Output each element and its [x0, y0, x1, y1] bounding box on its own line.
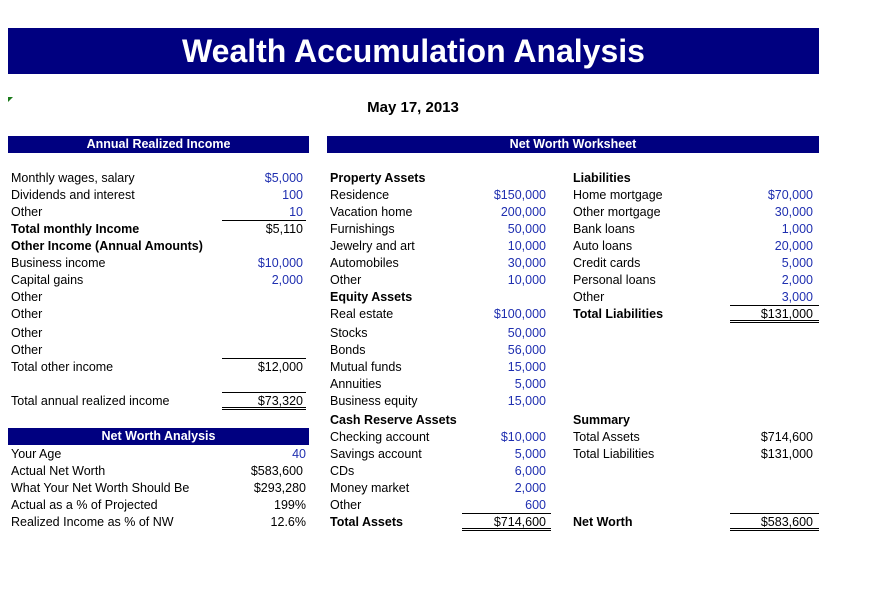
cash-reserve-title — [330, 412, 546, 429]
asset-label: Savings account — [330, 447, 422, 461]
asset-row[interactable] — [330, 376, 546, 393]
income-label: Other — [11, 343, 43, 357]
income-header: Annual Realized Income — [8, 136, 309, 153]
liability-row[interactable] — [573, 272, 813, 289]
analysis-header: Net Worth Analysis — [8, 428, 309, 445]
asset-value[interactable]: 6,000 — [514, 464, 546, 478]
total-assets-value: $714,600 — [493, 515, 546, 529]
asset-value[interactable]: $10,000 — [500, 430, 546, 444]
asset-label: Other — [330, 498, 362, 512]
liability-row[interactable] — [573, 221, 813, 238]
asset-value[interactable]: 50,000 — [507, 326, 546, 340]
property-assets-title — [330, 170, 546, 187]
analysis-label: Actual as a % of Projected — [11, 498, 158, 512]
asset-value[interactable]: 30,000 — [507, 256, 546, 270]
analysis-label: Realized Income as % of NW — [11, 515, 174, 529]
section-title: Summary — [573, 413, 630, 427]
summary-value: $714,600 — [760, 430, 813, 444]
asset-label: Furnishings — [330, 222, 395, 236]
income-row[interactable] — [11, 170, 303, 187]
asset-value[interactable]: 15,000 — [507, 394, 546, 408]
liability-row[interactable] — [573, 289, 813, 306]
income-label: Other Income (Annual Amounts) — [11, 239, 203, 253]
asset-row[interactable] — [330, 306, 546, 323]
income-row[interactable] — [11, 272, 303, 289]
analysis-value: $583,600 — [250, 464, 303, 478]
income-row[interactable] — [11, 342, 303, 359]
analysis-row — [11, 480, 306, 497]
analysis-value: 199% — [274, 498, 306, 512]
asset-label: Vacation home — [330, 205, 413, 219]
liability-value[interactable]: 1,000 — [781, 222, 813, 236]
income-grand-total-value: $73,320 — [257, 394, 303, 408]
income-label: Total monthly Income — [11, 222, 140, 236]
asset-label: Real estate — [330, 307, 394, 321]
net-worth-value: $583,600 — [760, 515, 813, 529]
asset-row[interactable] — [330, 463, 546, 480]
asset-row[interactable] — [330, 204, 546, 221]
section-title: Cash Reserve Assets — [330, 413, 457, 427]
asset-label: Money market — [330, 481, 410, 495]
section-title: Property Assets — [330, 171, 426, 185]
income-row[interactable] — [11, 255, 303, 272]
asset-value[interactable]: $150,000 — [493, 188, 546, 202]
income-row[interactable] — [11, 325, 303, 342]
income-label: Other — [11, 290, 43, 304]
asset-value[interactable]: 10,000 — [507, 239, 546, 253]
section-title: Equity Assets — [330, 290, 413, 304]
summary-title — [573, 412, 813, 429]
asset-row[interactable] — [330, 187, 546, 204]
income-value[interactable]: 2,000 — [271, 273, 303, 287]
summary-row — [573, 446, 813, 463]
liability-value[interactable]: $70,000 — [767, 188, 813, 202]
asset-label: Stocks — [330, 326, 368, 340]
section-title: Liabilities — [573, 171, 631, 185]
income-value[interactable]: 100 — [282, 188, 303, 202]
asset-value[interactable]: 5,000 — [514, 377, 546, 391]
income-label: Dividends and interest — [11, 188, 135, 202]
asset-row[interactable] — [330, 359, 546, 376]
asset-row[interactable] — [330, 480, 546, 497]
asset-label: Other — [330, 273, 362, 287]
total-liabilities-label: Total Liabilities — [573, 307, 664, 321]
asset-value[interactable]: 56,000 — [507, 343, 546, 357]
asset-row[interactable] — [330, 221, 546, 238]
asset-label: Bonds — [330, 343, 366, 357]
liability-label: Home mortgage — [573, 188, 663, 202]
report-date: May 17, 2013 — [367, 99, 459, 116]
income-value[interactable]: $5,000 — [264, 171, 303, 185]
income-total-value: $5,110 — [265, 222, 303, 236]
asset-row[interactable] — [330, 446, 546, 463]
analysis-row — [11, 497, 306, 514]
liability-label: Credit cards — [573, 256, 641, 270]
asset-label: Annuities — [330, 377, 382, 391]
income-label: Total other income — [11, 360, 114, 374]
double-rule — [462, 528, 551, 531]
analysis-label: Your Age — [11, 447, 62, 461]
liability-row[interactable] — [573, 255, 813, 272]
income-label: Business income — [11, 256, 106, 270]
liability-row[interactable] — [573, 238, 813, 255]
liability-row[interactable] — [573, 187, 813, 204]
asset-row[interactable] — [330, 325, 546, 342]
asset-row[interactable] — [330, 272, 546, 289]
asset-label: Mutual funds — [330, 360, 402, 374]
income-total-row — [11, 359, 303, 376]
liability-row[interactable] — [573, 204, 813, 221]
income-row[interactable] — [11, 187, 303, 204]
liability-value[interactable]: 30,000 — [774, 205, 813, 219]
asset-row[interactable] — [330, 393, 546, 410]
liabilities-title — [573, 170, 813, 187]
income-total-value: $12,000 — [257, 360, 303, 374]
total-liabilities-value: $131,000 — [760, 307, 813, 321]
asset-label: CDs — [330, 464, 355, 478]
liability-value[interactable]: 2,000 — [781, 273, 813, 287]
asset-row[interactable] — [330, 497, 546, 514]
analysis-value[interactable]: 40 — [292, 447, 306, 461]
asset-row[interactable] — [330, 238, 546, 255]
asset-label: Checking account — [330, 430, 430, 444]
equity-assets-title — [330, 289, 546, 306]
income-label: Capital gains — [11, 273, 84, 287]
asset-value[interactable]: 5,000 — [514, 447, 546, 461]
analysis-row[interactable] — [11, 446, 306, 463]
asset-value[interactable]: 600 — [525, 498, 546, 512]
analysis-label: What Your Net Worth Should Be — [11, 481, 190, 495]
summary-value: $131,000 — [760, 447, 813, 461]
income-total-row — [11, 221, 303, 238]
income-value[interactable]: $10,000 — [257, 256, 303, 270]
income-row[interactable] — [11, 204, 303, 221]
liability-value[interactable]: 5,000 — [781, 256, 813, 270]
income-label: Monthly wages, salary — [11, 171, 135, 185]
liability-label: Bank loans — [573, 222, 635, 236]
double-rule — [730, 320, 819, 323]
asset-value[interactable]: $100,000 — [493, 307, 546, 321]
asset-label: Business equity — [330, 394, 418, 408]
asset-value[interactable]: 15,000 — [507, 360, 546, 374]
liability-label: Other mortgage — [573, 205, 661, 219]
income-row[interactable] — [11, 289, 303, 306]
summary-label: Total Liabilities — [573, 447, 655, 461]
asset-value[interactable]: 10,000 — [507, 273, 546, 287]
income-label: Other — [11, 307, 43, 321]
liability-label: Auto loans — [573, 239, 633, 253]
asset-value[interactable]: 200,000 — [500, 205, 546, 219]
liability-label: Other — [573, 290, 605, 304]
income-row[interactable] — [11, 306, 303, 323]
income-label: Total annual realized income — [11, 394, 170, 408]
asset-label: Residence — [330, 188, 390, 202]
cell-comment-marker — [8, 97, 13, 102]
analysis-label: Actual Net Worth — [11, 464, 106, 478]
worksheet-header: Net Worth Worksheet — [327, 136, 819, 153]
asset-row[interactable] — [330, 255, 546, 272]
asset-row[interactable] — [330, 342, 546, 359]
analysis-row — [11, 514, 306, 531]
analysis-value: $293,280 — [253, 481, 306, 495]
income-label: Other — [11, 205, 43, 219]
analysis-row — [11, 463, 303, 480]
income-value[interactable]: 10 — [289, 205, 303, 219]
asset-label: Automobiles — [330, 256, 399, 270]
double-rule — [222, 407, 306, 410]
income-section-title — [11, 238, 303, 255]
page-title: Wealth Accumulation Analysis — [8, 28, 819, 74]
asset-label: Jewelry and art — [330, 239, 415, 253]
asset-row[interactable] — [330, 429, 546, 446]
income-label: Other — [11, 326, 43, 340]
double-rule — [730, 528, 819, 531]
asset-value[interactable]: 50,000 — [507, 222, 546, 236]
liability-value[interactable]: 3,000 — [781, 290, 813, 304]
summary-row — [573, 429, 813, 446]
asset-value[interactable]: 2,000 — [514, 481, 546, 495]
net-worth-label: Net Worth — [573, 515, 633, 529]
analysis-value: 12.6% — [270, 515, 306, 529]
total-assets-label: Total Assets — [330, 515, 403, 529]
liability-label: Personal loans — [573, 273, 656, 287]
summary-label: Total Assets — [573, 430, 640, 444]
liability-value[interactable]: 20,000 — [774, 239, 813, 253]
